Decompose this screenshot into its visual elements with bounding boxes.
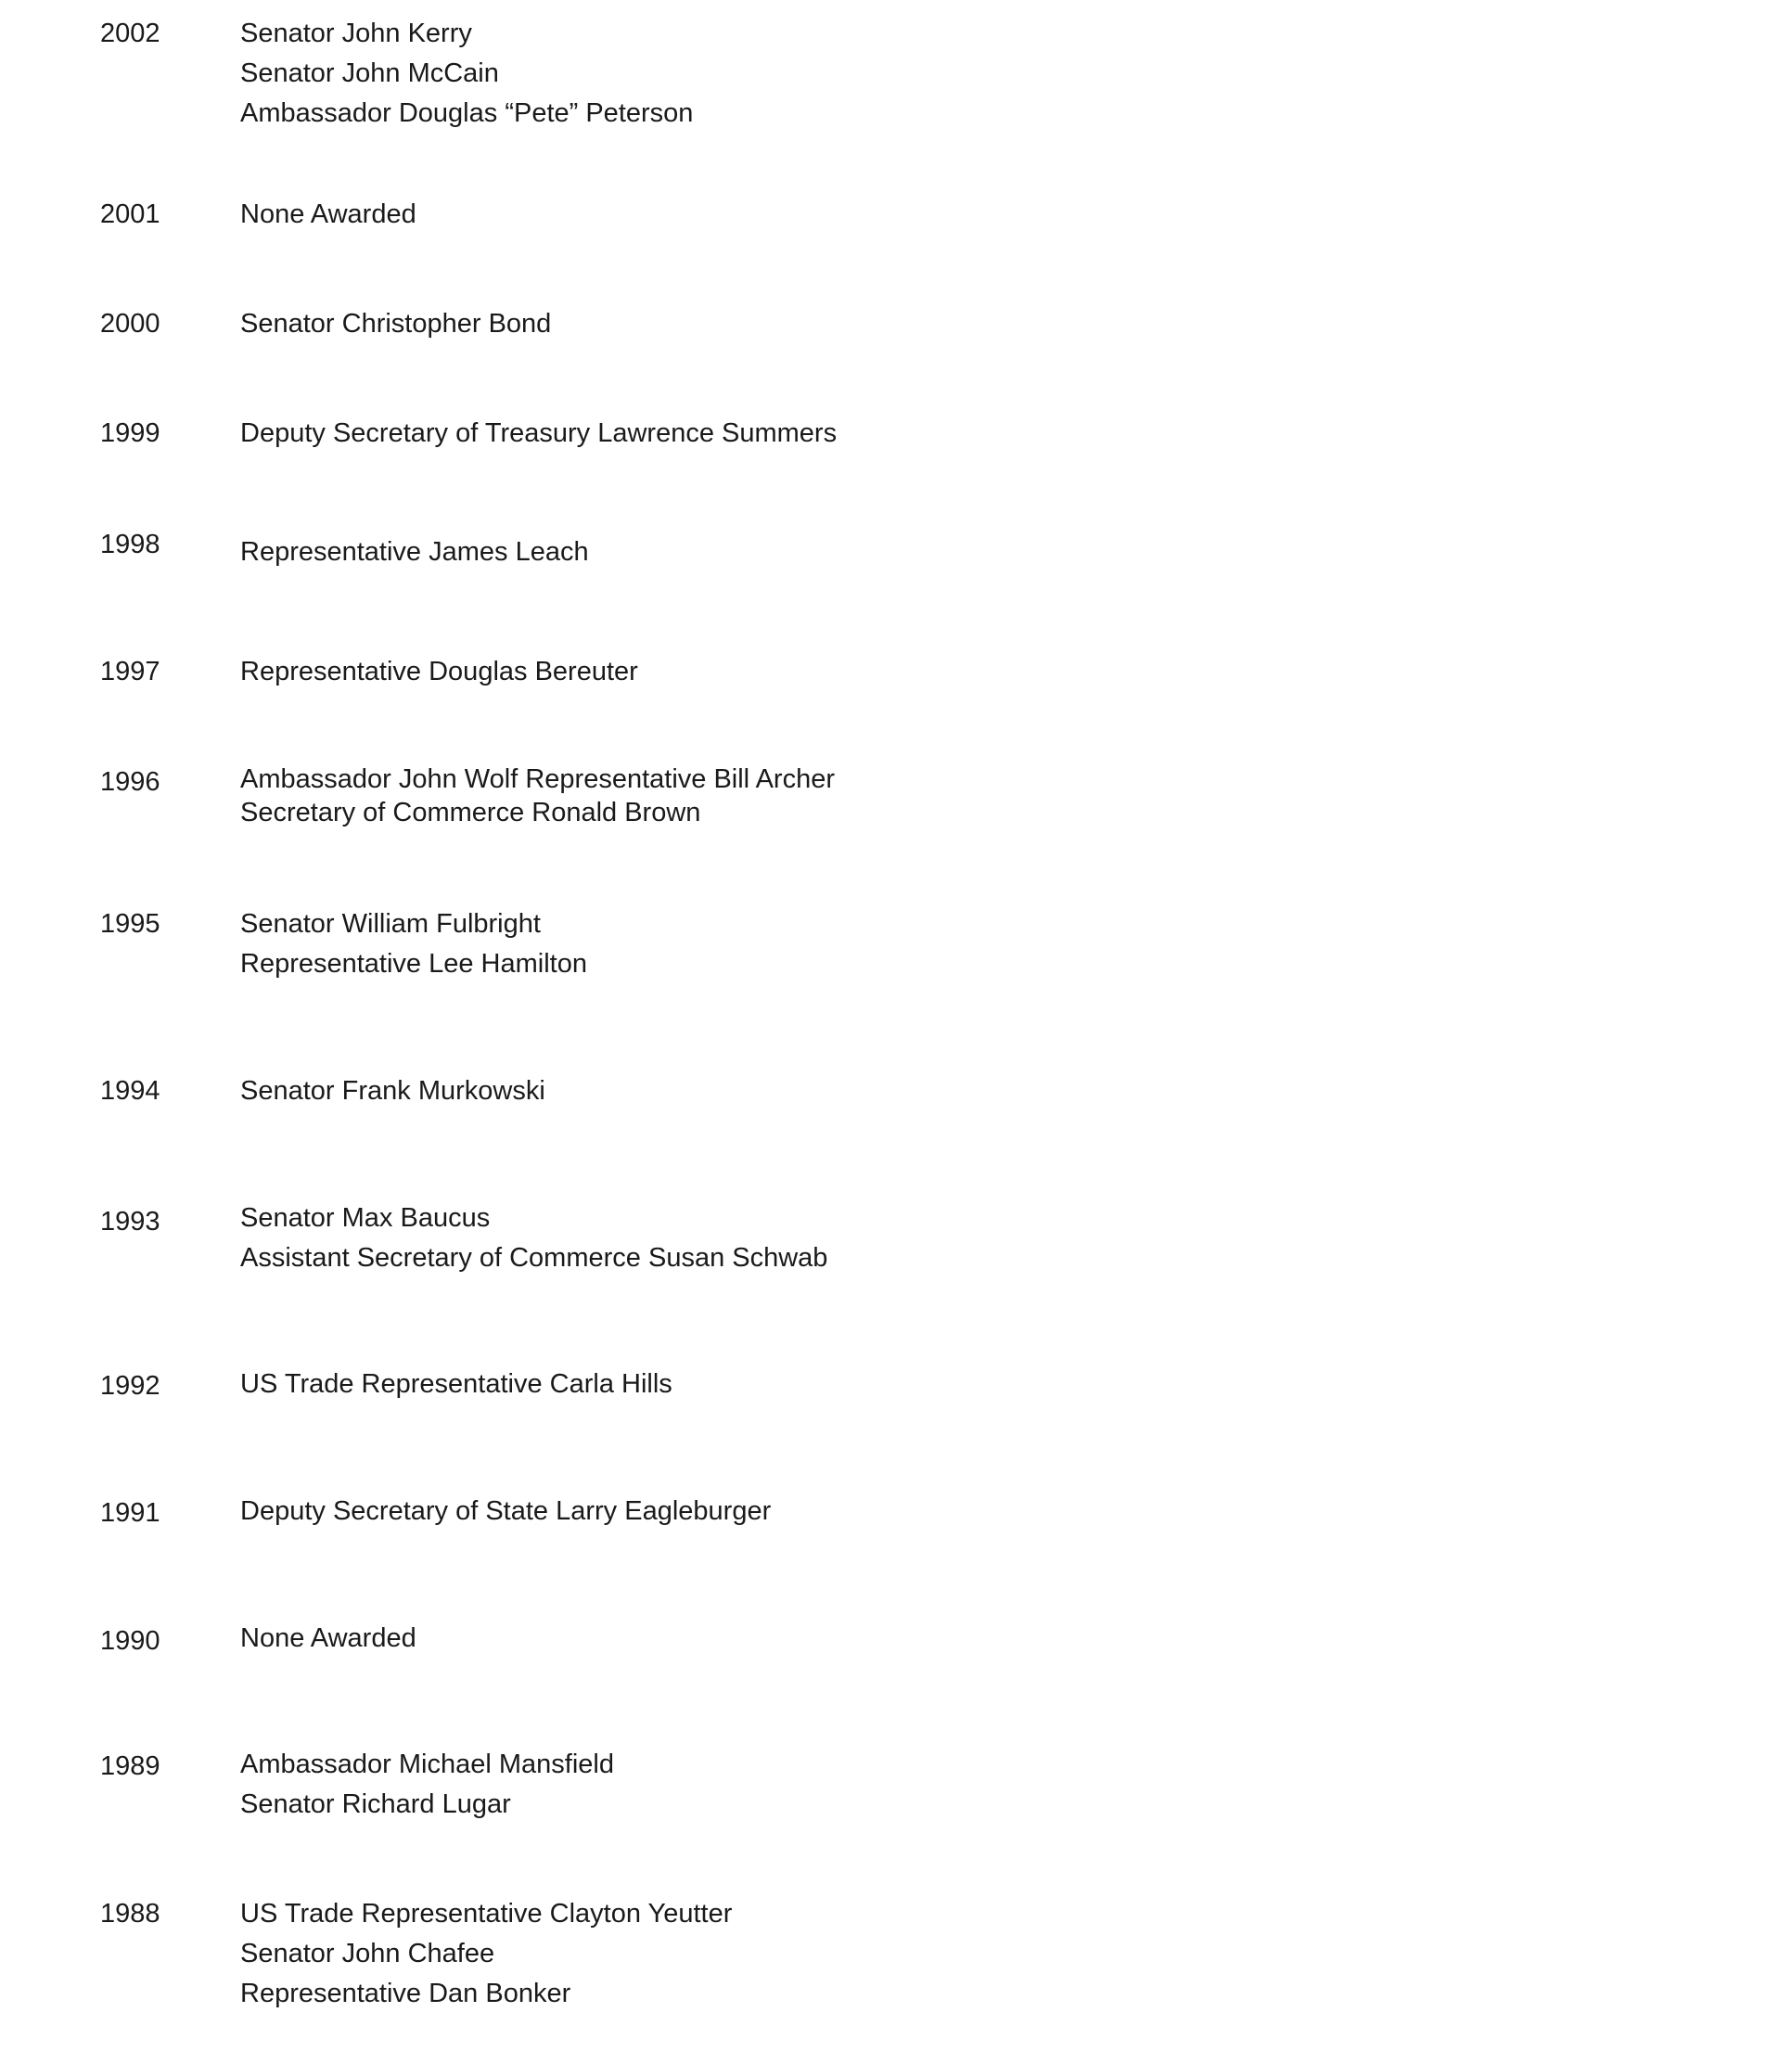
recipient-name: Senator Christopher Bond [240,309,552,339]
recipient-name: Senator Max Baucus [240,1203,491,1233]
recipient-name: Senator Richard Lugar [240,1789,511,1819]
entry-year: 1991 [100,1498,160,1528]
recipient-list [240,1894,732,2014]
entry-year: 2002 [100,19,160,48]
recipient-name: Deputy Secretary of State Larry Eagleburger [240,1496,772,1526]
recipient-list [240,652,638,692]
recipient-list [240,1745,614,1825]
entry-year: 1995 [100,909,160,939]
entry-year: 2001 [100,199,160,229]
recipient-name: Ambassador Douglas “Pete” Peterson [240,98,694,128]
recipient-name: Senator John Kerry [240,19,472,48]
recipient-name: Secretary of Commerce Ronald Brown [240,798,701,827]
recipient-name: Assistant Secretary of Commerce Susan Schwab [240,1243,828,1273]
recipient-name: Senator William Fulbright [240,909,541,939]
recipient-name: None Awarded [240,199,416,229]
recipient-list [240,1365,672,1404]
recipient-name: Ambassador John Wolf Representative Bill Archer [240,764,835,794]
entry-year: 1996 [100,767,160,797]
recipient-name: Representative Douglas Bereuter [240,657,638,686]
recipient-name: Deputy Secretary of Treasury Lawrence Summers [240,418,838,448]
recipient-list [240,304,551,344]
entry-year: 1988 [100,1899,160,1929]
recipient-name: Representative Lee Hamilton [240,949,587,979]
entry-year: 1999 [100,418,160,448]
recipient-list [240,414,837,454]
recipient-list [240,532,589,572]
recipient-name: Representative James Leach [240,537,589,567]
recipient-name: US Trade Representative Carla Hills [240,1369,672,1399]
recipient-list [240,763,835,829]
recipient-name: None Awarded [240,1623,416,1653]
recipient-name: Ambassador Michael Mansfield [240,1750,614,1779]
recipient-list [240,904,587,984]
entry-year: 2000 [100,309,160,339]
recipient-name: Senator John Chafee [240,1939,495,1968]
recipient-name: Senator Frank Murkowski [240,1076,545,1106]
recipient-list [240,14,693,134]
entry-year: 1997 [100,657,160,686]
recipient-list [240,1619,416,1659]
recipient-name: US Trade Representative Clayton Yeutter [240,1899,733,1929]
entry-year: 1994 [100,1076,160,1106]
entry-year: 1990 [100,1626,160,1656]
recipient-list [240,1492,771,1532]
recipient-name: Representative Dan Bonker [240,1979,571,2008]
recipient-list [240,1199,827,1278]
recipient-name: Senator John McCain [240,58,499,88]
recipient-list [240,195,416,235]
entry-year: 1993 [100,1207,160,1237]
recipient-list [240,1071,545,1111]
entry-year: 1998 [100,530,160,559]
entry-year: 1989 [100,1751,160,1781]
entry-year: 1992 [100,1371,160,1401]
